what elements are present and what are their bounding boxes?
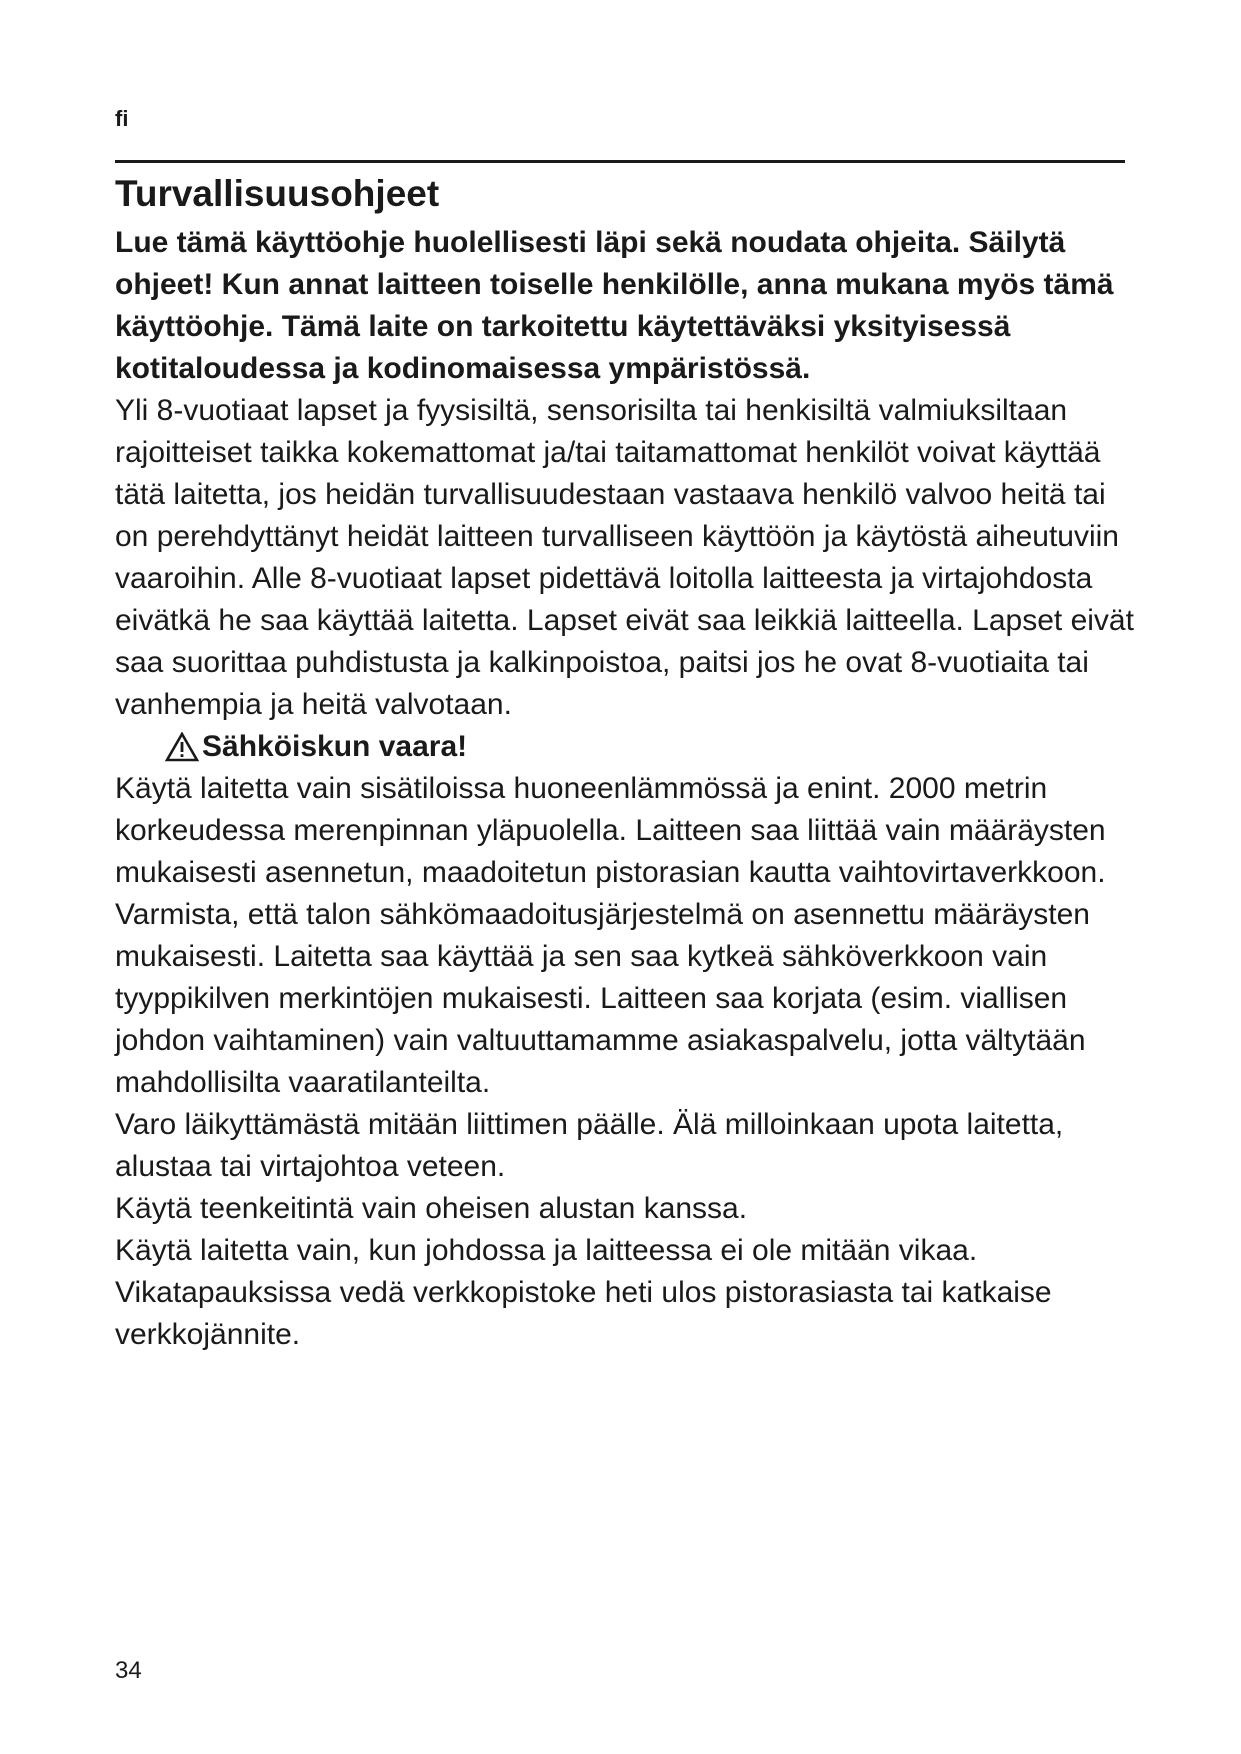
- warning-triangle-icon: [165, 732, 199, 762]
- language-code: fi: [115, 106, 129, 131]
- warning-label: Sähköiskun vaara!: [202, 730, 468, 763]
- electric-shock-warning: [165, 726, 1135, 768]
- section-title: Turvallisuusohjeet: [115, 173, 440, 214]
- header-divider: [115, 160, 1125, 163]
- fault-paragraph: Käytä laitetta vain, kun johdossa ja laitteessa ei ole mitään vikaa. Vikatapauksissa vedä verkkopistoke heti ulos pistorasiasta tai katkaise verkkojännite.: [115, 1234, 1052, 1351]
- electrical-paragraph: Käytä laitetta vain sisätiloissa huoneenlämmössä ja enint. 2000 metrin korkeudessa merenpinnan yläpuolella. Laitteen saa liittää vain määräysten mukaisesti asennetun, maadoitetun pistorasian kautta vaihtovirtaverkkoon. Varmista, että talon sähkömaadoitusjärjestelmä on asennettu määräysten mukaisesti. Laitetta saa käyttää ja sen saa kytkeä sähköverkkoon vain tyyppikilven merkintöjen mukaisesti. Laitteen saa korjata (esim. viallisen johdon vaihtaminen) vain valtuuttamamme asiakaspalvelu, jotta vältytään mahdollisilta vaaratilanteilta.: [115, 772, 1106, 1099]
- base-paragraph: Käytä teenkeitintä vain oheisen alustan kanssa.: [115, 1192, 748, 1225]
- children-paragraph: Yli 8-vuotiaat lapset ja fyysisiltä, sensorisilta tai henkisiltä valmiuksiltaan rajoitteiset taikka kokemattomat ja/tai taitamattomat henkilöt voivat käyttää tätä laitetta, jos heidän turvallisuudestaan vastaava henkilö valvoo heitä tai on perehdyttänyt heidät laitteen turvalliseen käyttöön ja käytöstä aiheutuviin vaaroihin. Alle 8-vuotiaat lapset pidettävä loitolla laitteesta ja virtajohdosta eivätkä he saa käyttää laitetta. Lapset eivät saa leikkiä laitteella. Lapset eivät saa suorittaa puhdistusta ja kalkinpoistoa, paitsi jos he ovat 8-vuotiaita tai vanhempia ja heitä valvotaan.: [115, 394, 1134, 721]
- safety-section: [115, 168, 1135, 1356]
- page-number: 34: [115, 1657, 142, 1684]
- spill-paragraph: Varo läikyttämästä mitään liittimen päälle. Älä milloinkaan upota laitetta, alustaa tai virtajohtoa veteen.: [115, 1108, 1064, 1183]
- intro-paragraph: Lue tämä käyttöohje huolellisesti läpi sekä noudata ohjeita. Säilytä ohjeet! Kun annat laitteen toiselle henkilölle, anna mukana myös tämä käyttöohje. Tämä laite on tarkoitettu käytettäväksi yksityisessä kotitaloudessa ja kodinomaisessa ympäristössä.: [115, 226, 1114, 385]
